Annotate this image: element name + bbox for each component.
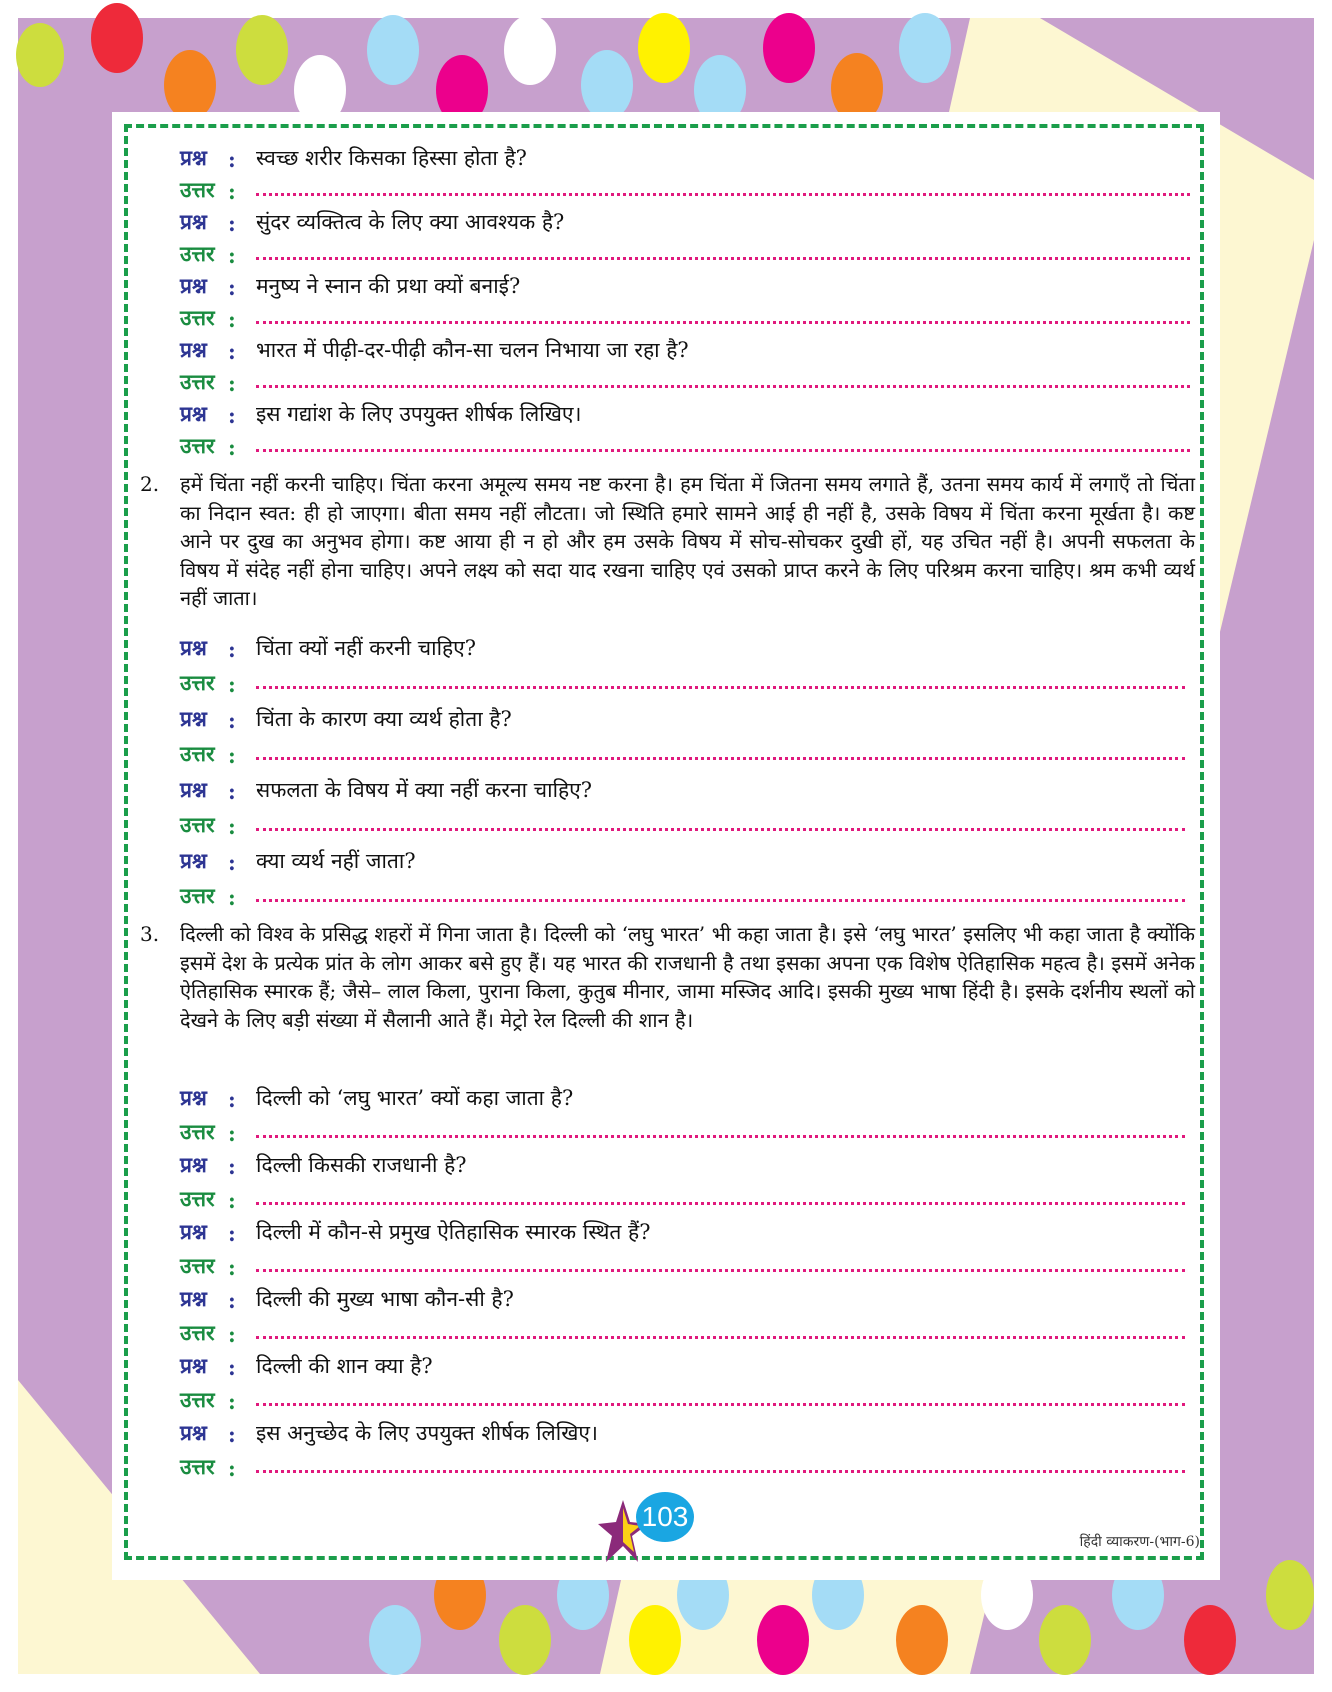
question-label: प्रश्न: [180, 777, 207, 802]
question-text: चिंता क्यों नहीं करनी चाहिए?: [256, 636, 477, 660]
question-row: [180, 843, 416, 875]
colon: :: [228, 850, 236, 875]
colon: :: [228, 435, 236, 460]
passage-number: 2.: [140, 472, 160, 496]
question-row: [180, 630, 476, 662]
answer-label: उत्तर: [180, 1186, 215, 1211]
answer-line[interactable]: [256, 449, 1190, 452]
answer-line[interactable]: [256, 257, 1190, 260]
answer-row: [180, 1382, 1185, 1414]
answer-label: उत्तर: [180, 1387, 215, 1412]
colon: :: [228, 275, 236, 300]
colon: :: [228, 779, 236, 804]
answer-label: उत्तर: [180, 241, 215, 266]
question-text: दिल्ली की शान क्या है?: [256, 1354, 433, 1378]
question-row: [180, 1080, 573, 1112]
question-row: [180, 1348, 433, 1380]
question-text: दिल्ली किसकी राजधानी है?: [256, 1153, 467, 1177]
colon: :: [228, 1322, 236, 1347]
question-label: प्रश्न: [180, 145, 207, 170]
answer-label: उत्तर: [180, 1119, 215, 1144]
question-text: दिल्ली की मुख्य भाषा कौन-सी है?: [256, 1287, 514, 1311]
question-row: [180, 268, 520, 300]
question-text: दिल्ली में कौन-से प्रमुख ऐतिहासिक स्मारक स्थित हैं?: [256, 1220, 651, 1244]
answer-row: [180, 878, 1185, 910]
answer-row: [180, 665, 1185, 697]
answer-label: उत्तर: [180, 305, 215, 330]
answer-row: [180, 172, 1190, 204]
passage-text: हमें चिंता नहीं करनी चाहिए। चिंता करना अमूल्य समय नष्ट करना है। हम चिंता में जितना समय लगाते हैं, उतना समय कार्य में लगाएँ तो चिंता का निदान स्वत: ही हो जाएगा। बीता समय नहीं लौटता। जो स्थिति हमारे सामने आई ही नहीं है, उसके विषय में चिंता करना मूर्खता है। कष्ट आने पर दुख का अनुभव होगा। कष्ट आया ही न हो और हम उसके विषय में सोच-सोचकर दुखी हों, यह उचित नहीं है। अपनी सफलता के विषय में संदेह नहीं होना चाहिए। अपने लक्ष्य को सदा याद रखना चाहिए एवं उसको प्राप्त करने के लिए परिश्रम करना चाहिए। श्रम कभी व्यर्थ नहीं जाता।: [180, 472, 1195, 611]
passage-3: [140, 920, 1195, 1034]
question-text: इस गद्यांश के लिए उपयुक्त शीर्षक लिखिए।: [256, 402, 582, 426]
question-row: [180, 204, 564, 236]
question-row: [180, 1281, 514, 1313]
question-label: प्रश्न: [180, 273, 207, 298]
question-label: प्रश्न: [180, 1353, 207, 1378]
question-row: [180, 701, 512, 733]
colon: :: [228, 1422, 236, 1447]
question-label: प्रश्न: [180, 1420, 207, 1445]
passage-2: [140, 470, 1195, 613]
colon: :: [228, 708, 236, 733]
colon: :: [228, 885, 236, 910]
passage-number: 3.: [140, 922, 160, 946]
colon: :: [228, 403, 236, 428]
answer-line[interactable]: [256, 686, 1185, 689]
answer-row: [180, 1315, 1185, 1347]
question-label: प्रश्न: [180, 1085, 207, 1110]
answer-line[interactable]: [256, 899, 1185, 902]
question-text: चिंता के कारण क्या व्यर्थ होता है?: [256, 707, 512, 731]
answer-line[interactable]: [256, 385, 1190, 388]
colon: :: [228, 1188, 236, 1213]
book-title: हिंदी व्याकरण-(भाग-6): [1079, 1534, 1200, 1550]
question-row: [180, 772, 592, 804]
question-row: [180, 1147, 467, 1179]
colon: :: [228, 339, 236, 364]
question-label: प्रश्न: [180, 1286, 207, 1311]
question-row: [180, 1214, 650, 1246]
answer-row: [180, 736, 1185, 768]
question-text: इस अनुच्छेद के लिए उपयुक्त शीर्षक लिखिए।: [256, 1421, 598, 1445]
passage-text: दिल्ली को विश्व के प्रसिद्ध शहरों में गिना जाता है। दिल्ली को ‘लघु भारत’ भी कहा जाता है। इसे ‘लघु भारत’ इसलिए भी कहा जाता है क्योंकि इसमें देश के प्रत्येक प्रांत के लोग आकर बसे हुए हैं। यह भारत की राजधानी है तथा इसका अपना एक विशेष ऐतिहासिक महत्व है। इसमें अनेक ऐतिहासिक स्मारक हैं; जैसे– लाल किला, पुराना किला, कुतुब मीनार, जामा मस्जिद आदि। इसकी मुख्य भाषा हिंदी है। इसके दर्शनीय स्थलों को देखने के लिए बड़ी संख्या में सैलानी आते हैं। मेट्रो रेल दिल्ली की शान है।: [180, 922, 1195, 1032]
answer-row: [180, 236, 1190, 268]
colon: :: [228, 1154, 236, 1179]
answer-row: [180, 807, 1185, 839]
colon: :: [228, 1355, 236, 1380]
colon: :: [228, 371, 236, 396]
colon: :: [228, 307, 236, 332]
colon: :: [228, 1121, 236, 1146]
answer-label: उत्तर: [180, 1320, 215, 1345]
page-number: 103: [636, 1492, 694, 1542]
question-text: सुंदर व्यक्तित्व के लिए क्या आवश्यक है?: [256, 210, 565, 234]
answer-label: उत्तर: [180, 741, 215, 766]
colon: :: [228, 179, 236, 204]
colon: :: [228, 1221, 236, 1246]
question-text: क्या व्यर्थ नहीं जाता?: [256, 849, 416, 873]
answer-line[interactable]: [256, 828, 1185, 831]
colon: :: [228, 1288, 236, 1313]
answer-label: उत्तर: [180, 883, 215, 908]
colon: :: [228, 637, 236, 662]
answer-line[interactable]: [256, 193, 1190, 196]
question-row: [180, 1415, 598, 1447]
answer-row: [180, 1248, 1185, 1280]
colon: :: [228, 243, 236, 268]
question-text: स्वच्छ शरीर किसका हिस्सा होता है?: [256, 146, 527, 170]
colon: :: [228, 814, 236, 839]
answer-label: उत्तर: [180, 812, 215, 837]
answer-line[interactable]: [256, 1135, 1185, 1138]
answer-row: [180, 1114, 1185, 1146]
colon: :: [228, 211, 236, 236]
colon: :: [228, 1087, 236, 1112]
question-label: प्रश्न: [180, 337, 207, 362]
answer-label: उत्तर: [180, 369, 215, 394]
answer-line[interactable]: [256, 1269, 1185, 1272]
answer-row: [180, 364, 1190, 396]
answer-row: [180, 300, 1190, 332]
colon: :: [228, 1255, 236, 1280]
question-label: प्रश्न: [180, 635, 207, 660]
question-text: दिल्ली को ‘लघु भारत’ क्यों कहा जाता है?: [256, 1086, 574, 1110]
question-label: प्रश्न: [180, 1152, 207, 1177]
colon: :: [228, 147, 236, 172]
answer-label: उत्तर: [180, 1253, 215, 1278]
question-text: भारत में पीढ़ी-दर-पीढ़ी कौन-सा चलन निभाया जा रहा है?: [256, 338, 689, 362]
colon: :: [228, 743, 236, 768]
colon: :: [228, 1456, 236, 1481]
question-text: मनुष्य ने स्नान की प्रथा क्यों बनाई?: [256, 274, 521, 298]
answer-label: उत्तर: [180, 433, 215, 458]
answer-row: [180, 428, 1190, 460]
answer-line[interactable]: [256, 321, 1190, 324]
question-row: [180, 140, 527, 172]
answer-line[interactable]: [256, 1403, 1185, 1406]
answer-line[interactable]: [256, 1336, 1185, 1339]
answer-label: उत्तर: [180, 1454, 215, 1479]
answer-label: उत्तर: [180, 670, 215, 695]
question-label: प्रश्न: [180, 209, 207, 234]
answer-label: उत्तर: [180, 177, 215, 202]
question-label: प्रश्न: [180, 1219, 207, 1244]
question-row: [180, 332, 689, 364]
answer-line[interactable]: [256, 1470, 1185, 1473]
colon: :: [228, 1389, 236, 1414]
question-row: [180, 396, 581, 428]
answer-line[interactable]: [256, 1202, 1185, 1205]
question-label: प्रश्न: [180, 848, 207, 873]
answer-row: [180, 1449, 1185, 1481]
answer-line[interactable]: [256, 757, 1185, 760]
colon: :: [228, 672, 236, 697]
question-label: प्रश्न: [180, 401, 207, 426]
question-label: प्रश्न: [180, 706, 207, 731]
question-text: सफलता के विषय में क्या नहीं करना चाहिए?: [256, 778, 593, 802]
answer-row: [180, 1181, 1185, 1213]
